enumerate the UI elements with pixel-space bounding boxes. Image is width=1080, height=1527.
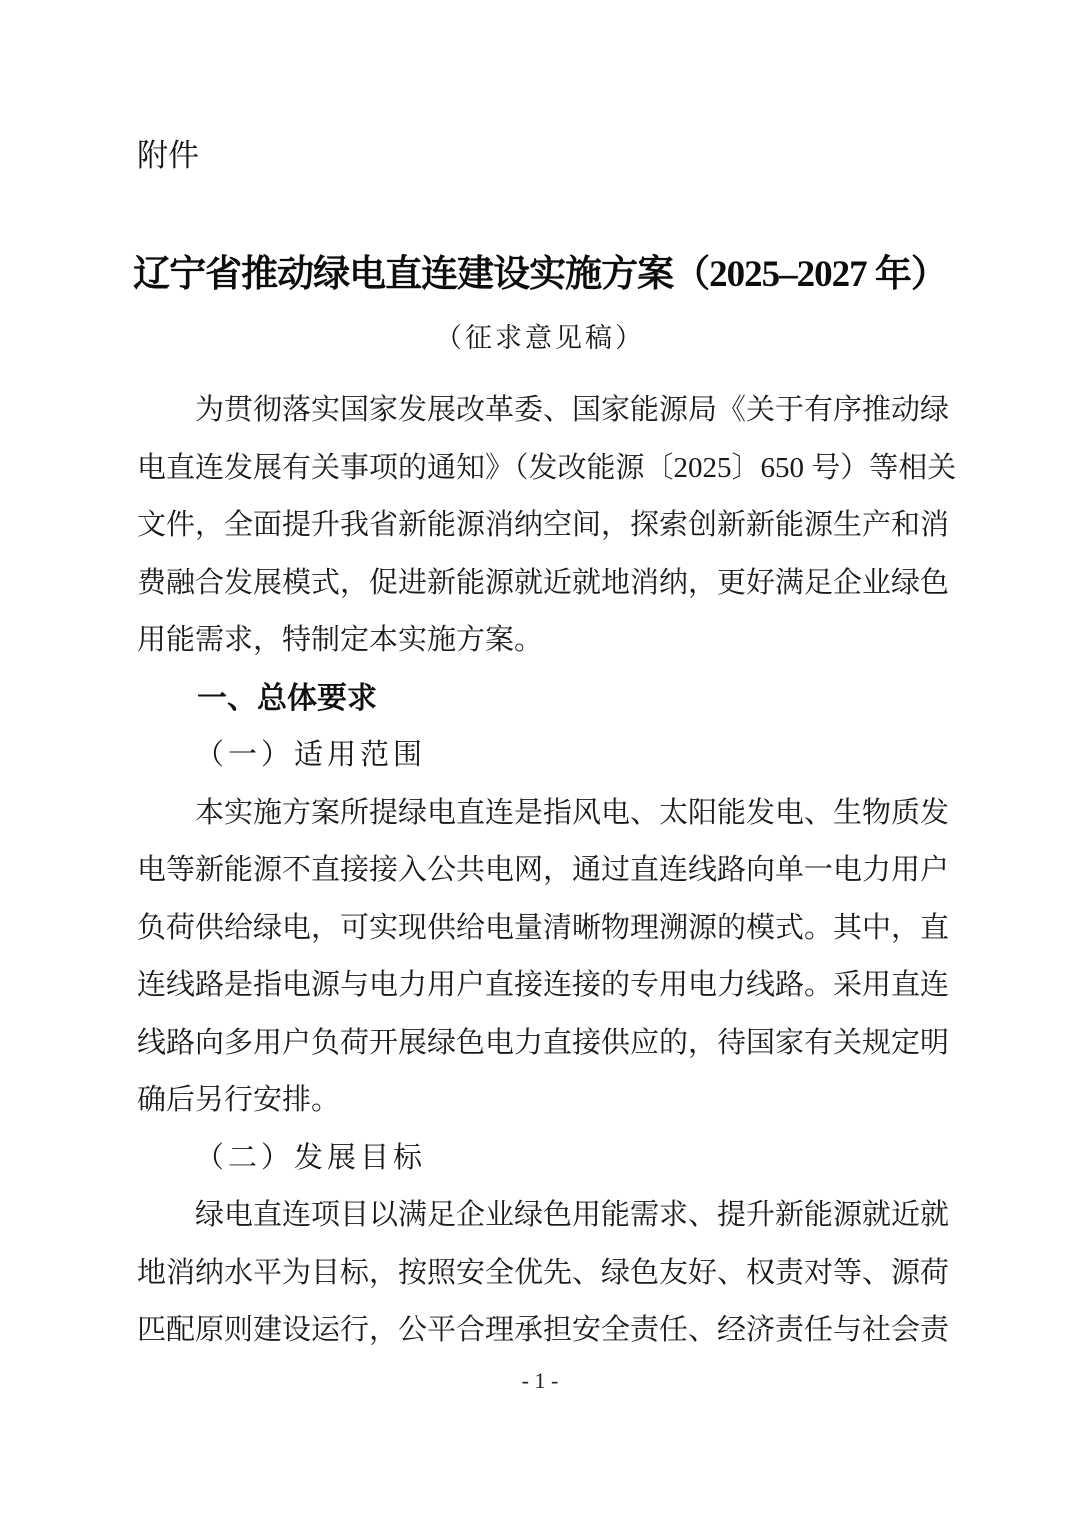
document-title: 辽宁省推动绿电直连建设实施方案（2025–2027 年）: [133, 254, 947, 295]
body-line: 负荷供给绿电，可实现供给电量清晰物理溯源的模式。其中，直: [137, 911, 950, 944]
subsection-heading: （二）发展目标: [195, 1141, 427, 1174]
document-subtitle: （征求意见稿）: [435, 323, 645, 353]
body-line: 绿电直连项目以满足企业绿色用能需求、提升新能源就近就: [195, 1199, 950, 1231]
body-line: 线路向多用户负荷开展绿色电力直接供应的，待国家有关规定明: [137, 1026, 950, 1059]
subsection-heading: （一）适用范围: [195, 739, 427, 771]
page-number: - 1 -: [521, 1368, 559, 1393]
body-line: 电等新能源不直接接入公共电网，通过直连线路向单一电力用户: [137, 854, 950, 886]
body-line: 地消纳水平为目标，按照安全优先、绿色友好、权责对等、源荷: [137, 1256, 950, 1289]
attachment-label: 附件: [137, 138, 199, 173]
body-line: 连线路是指电源与电力用户直接连接的专用电力线路。采用直连: [137, 969, 950, 1001]
body-line: 用能需求，特制定本实施方案。: [137, 624, 544, 656]
body-line: 确后另行安排。: [137, 1084, 341, 1116]
section-heading: 一、总体要求: [197, 681, 377, 715]
body-line: 文件，全面提升我省新能源消纳空间，探索创新新能源生产和消: [137, 509, 950, 541]
body-line: 电直连发展有关事项的通知》（发改能源〔2025〕650 号）等相关: [137, 451, 957, 484]
body-line: 费融合发展模式，促进新能源就近就地消纳，更好满足企业绿色: [137, 566, 950, 599]
body-line: 本实施方案所提绿电直连是指风电、太阳能发电、生物质发: [195, 796, 950, 829]
body-line: 匹配原则建设运行，公平合理承担安全责任、经济责任与社会责: [137, 1314, 950, 1346]
document-body: [137, 382, 957, 1360]
body-line: 为贯彻落实国家发展改革委、国家能源局《关于有序推动绿: [195, 394, 950, 426]
